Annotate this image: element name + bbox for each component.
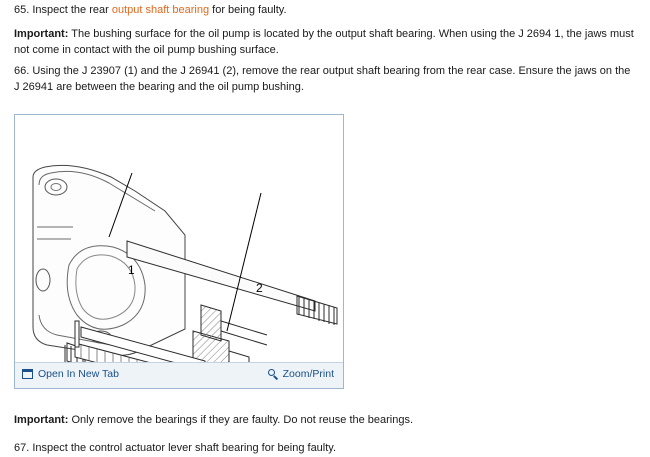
open-in-new-tab-button[interactable] bbox=[22, 368, 119, 380]
important-label-2: Important: bbox=[14, 414, 69, 426]
important-text-1: The bushing surface for the oil pump is located by the output shaft bearing. When using the J 2694 1, the jaws must not come in contact with the oil pump bushing surface. bbox=[14, 28, 634, 56]
open-in-new-tab-label: Open In New Tab bbox=[38, 368, 119, 380]
step-65-prefix: 65. Inspect the rear bbox=[14, 4, 112, 16]
output-shaft-bearing-link[interactable]: output shaft bearing bbox=[111, 4, 210, 16]
important-label-1: Important: bbox=[14, 28, 69, 40]
important-text-2: Only remove the bearings if they are faulty. Do not reuse the bearings. bbox=[68, 414, 414, 426]
step-67-paragraph: 67. Inspect the control actuator lever shaft bearing for being faulty. bbox=[14, 442, 337, 454]
transmission-case-illustration bbox=[15, 115, 343, 362]
step-65-paragraph bbox=[14, 3, 634, 19]
zoom-print-button[interactable] bbox=[268, 368, 334, 380]
figure-image bbox=[15, 115, 343, 362]
callout-2: 2 bbox=[256, 281, 263, 295]
callout-1: 1 bbox=[128, 263, 135, 277]
important-note-2 bbox=[14, 413, 634, 429]
step-65-suffix: for being faulty. bbox=[209, 4, 287, 16]
step-66-paragraph: 66. Using the J 23907 (1) and the J 26941 (2), remove the rear output shaft bearing from the rear case. Ensure the jaws on the J 26941 are between the bearing and the oil pump bushing. bbox=[14, 65, 631, 93]
zoom-print-label: Zoom/Print bbox=[282, 368, 334, 380]
figure-panel bbox=[14, 114, 344, 389]
important-note-1 bbox=[14, 27, 638, 59]
external-window-icon bbox=[22, 369, 33, 379]
magnifier-icon bbox=[268, 369, 279, 380]
figure-toolbar bbox=[15, 362, 343, 388]
